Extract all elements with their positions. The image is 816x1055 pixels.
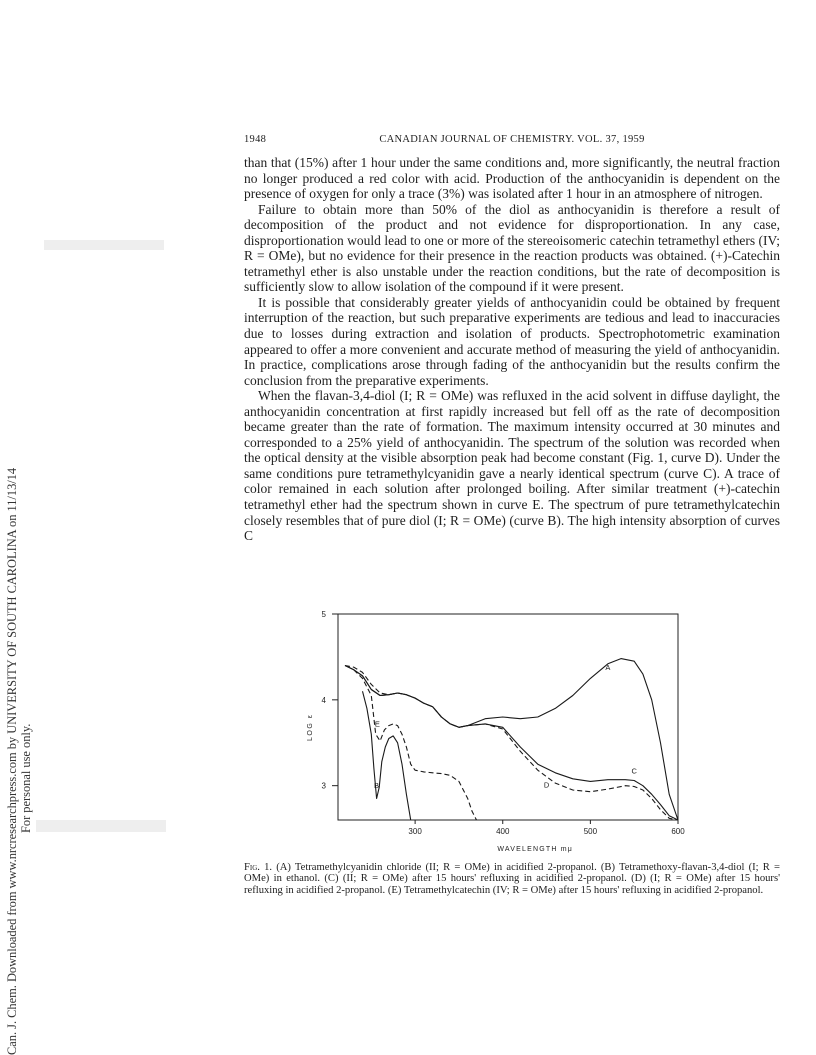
curve-label-e: E	[374, 719, 380, 729]
running-title: CANADIAN JOURNAL OF CHEMISTRY. VOL. 37, 1959	[379, 134, 645, 145]
curve-label-c: C	[631, 766, 637, 776]
x-axis-label: WAVELENGTH mμ	[497, 846, 574, 853]
series-line-c	[345, 666, 678, 821]
download-notice-line-1: Can. J. Chem. Downloaded from www.nrcresearchpress.com by UNIVERSITY OF SOUTH CAROLINA on 11/13/14	[5, 467, 19, 1055]
running-header	[244, 134, 780, 148]
paragraph: than that (15%) after 1 hour under the same conditions and, more significantly, the neutral fraction no longer produced a red color with acid. Production of the anthocyanidin is dependent on the presence of oxygen for only a trace (3%) was isolated after 1 hour in an atmosphere of nitrogen.	[244, 155, 780, 202]
caption-text: (A) Tetramethylcyanidin chloride (II; R = OMe) in acidified 2-propanol. (B) Tetramethoxy-flavan-3,4-diol (I; R = OMe) in ethanol. (C) (II; R = OMe) after 15 hours' refluxing in acidified 2-propanol. (D) (I; R = OMe) after 15 hours' refluxing in acidified 2-propanol. (E) Tetramethylcatechin (IV; R = OMe) after 15 hours' refluxing in acidified 2-propanol.	[244, 862, 780, 896]
series-line-d	[345, 666, 678, 821]
series-line-b	[363, 691, 411, 820]
y-tick-label: 3	[321, 781, 326, 791]
x-tick-label: 300	[408, 827, 422, 836]
x-tick-label: 600	[671, 827, 685, 836]
scan-artifact	[44, 240, 164, 250]
download-notice-line-2: For personal use only.	[18, 723, 33, 833]
y-tick-label: 4	[321, 695, 326, 705]
paragraph: When the flavan-3,4-diol (I; R = OMe) was refluxed in the acid solvent in diffuse daylight, the anthocyanidin concentration at first rapidly increased but fell off as the rate of decomposition became greater than the rate of formation. The maximum intensity occurred at 30 minutes and corresponded to a 25% yield of anthocyanidin. The spectrum of the solution was recorded when the optical density at the visible absorption peak had become constant (Fig. 1, curve D). Under the same conditions pure tetramethylcyanidin gave a nearly identical spectrum (curve C). A trace of color remained in each solution after prolonged boiling. After similar treatment (+)-catechin tetramethyl ether had the spectrum shown in curve E. The spectrum of pure tetramethylcatechin closely resembles that of pure diol (I; R = OMe) (curve B). The high intensity absorption of curves C	[244, 388, 780, 544]
y-tick-label: 5	[321, 610, 326, 619]
article-body	[244, 155, 780, 544]
page-number: 1948	[244, 134, 267, 145]
curve-label-a: A	[605, 662, 611, 672]
absorption-spectrum-chart	[300, 606, 700, 858]
y-axis-label: LOG ε	[307, 713, 314, 741]
paragraph: It is possible that considerably greater yields of anthocyanidin could be obtained by frequent interruption of the reaction, but such preparative experiments are tedious and lead to inaccuracies due to losses during extraction and isolation of products. Spectrophotometric examination appeared to offer a more convenient and accurate method of measuring the yield of anthocyanidin. In practice, complications arose through fading of the anthocyanidin but the results confirm the conclusion from the preparative experiments.	[244, 294, 780, 388]
curve-label-d: D	[543, 780, 550, 790]
caption-label: Fig. 1.	[244, 862, 273, 873]
x-tick-label: 500	[583, 827, 598, 836]
x-tick-label: 400	[496, 827, 510, 836]
figure-caption	[244, 862, 780, 896]
download-notice	[6, 195, 33, 1055]
paragraph: Failure to obtain more than 50% of the diol as anthocyanidin is therefore a result of decomposition of the product and not evidence for disproportionation. In any case, disproportionation would lead to one or more of the stereoisomeric catechin tetramethyl ethers (IV; R = OMe), but no evidence for their presence in the reaction products was obtained. (+)-Catechin tetramethyl ether is also unstable under the reaction conditions, but the rate of decomposition is sufficiently slow to allow isolation of the compound if it were present.	[244, 201, 780, 295]
curve-label-b: B	[374, 781, 380, 791]
figure-1	[300, 606, 700, 858]
scan-artifact	[36, 820, 166, 832]
